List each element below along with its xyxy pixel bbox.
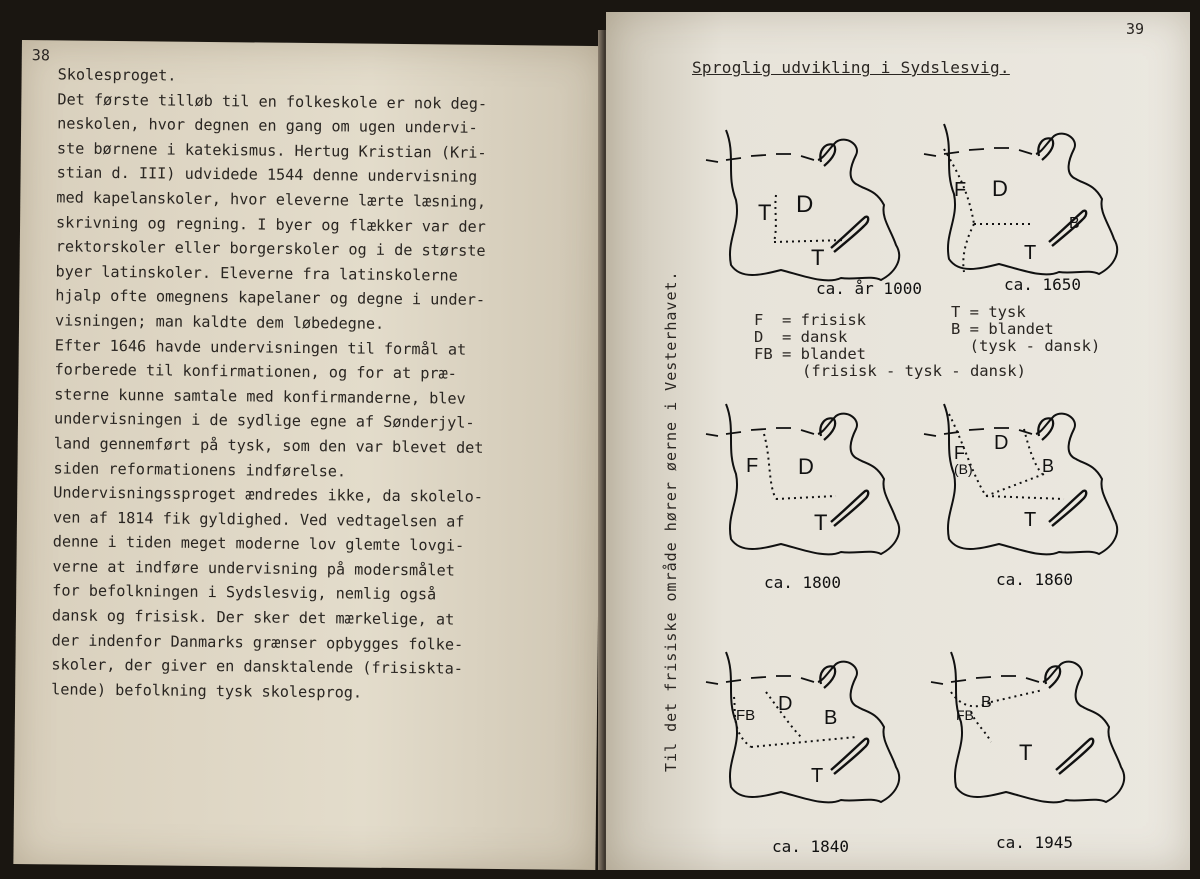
map-label: D <box>798 454 814 479</box>
text-line: skoler, der giver en dansktalende (frisiskta- <box>51 655 464 678</box>
page-number-left: 38 <box>31 46 50 65</box>
map-label: B <box>824 707 838 729</box>
legend-right <box>951 304 1100 355</box>
left-page <box>13 40 604 870</box>
text-line: visningen; man kaldte dem løbedegne. <box>54 311 385 333</box>
map-label: F <box>746 455 759 477</box>
text-line: der indenfor Danmarks grænser opbygges folke- <box>51 631 464 654</box>
text-line: skrivning og regning. I byer og flækker var der <box>56 212 486 236</box>
map-label: D <box>796 191 814 218</box>
text-line: Det første tilløb til en folkeskole er nok deg- <box>57 89 488 113</box>
text-line: verne at indføre undervisning på modersmålet <box>52 557 455 580</box>
map-label: F <box>954 443 965 463</box>
map-label: T <box>1024 509 1037 531</box>
text-line: dansk og frisisk. Der sker det mærkelige, at <box>51 606 455 629</box>
text-line: hjalp ofte omegnens kapelaner og degne i under- <box>55 286 486 310</box>
map-year-1860 <box>924 404 1117 554</box>
map-year-1650 <box>924 124 1117 274</box>
map-label: D <box>994 432 1009 454</box>
right-page <box>606 12 1190 870</box>
map-label: T <box>758 200 772 225</box>
left-page-text <box>51 62 578 707</box>
text-line: denne i tiden meget moderne lov glemte lovgi- <box>52 532 465 555</box>
text-line: med kapelanskoler, hvor eleverne lærte læsning, <box>56 188 487 211</box>
text-line: stian d. III) udvidede 1544 denne undervisning <box>56 163 478 187</box>
map-label: B <box>1042 456 1055 476</box>
text-line: forberede til konfirmationen, og for at præ- <box>54 360 457 383</box>
map-caption: ca. 1840 <box>772 837 850 856</box>
text-line: lende) befolkning tysk skolesprog. <box>51 680 363 702</box>
map-caption: ca. år 1000 <box>816 279 922 298</box>
text-line: siden reformationens indførelse. <box>53 458 347 480</box>
map-label: B <box>981 694 992 711</box>
map-caption: ca. 1800 <box>764 573 842 592</box>
legend-item: D = dansk <box>754 328 848 346</box>
map-label: T <box>1019 740 1033 765</box>
legend-item: (tysk - dansk) <box>951 337 1101 355</box>
map-label: T <box>811 245 825 270</box>
text-line: for befolkningen i Sydslesvig, nemlig også <box>52 581 437 604</box>
text-line: land gennemført på tysk, som den var blevet det <box>53 434 484 457</box>
legend-left <box>754 312 866 363</box>
legend-note: (frisisk - tysk - dansk) <box>802 362 1026 380</box>
legend-item: FB = blandet <box>754 345 866 363</box>
text-line: neskolen, hvor degnen en gang om ugen undervi- <box>57 114 478 137</box>
map-year-1840 <box>706 652 899 802</box>
map-label: B <box>1069 215 1080 232</box>
text-line: undervisningen i de sydlige egne af Sønderjyl- <box>53 409 475 433</box>
language-maps <box>606 12 1190 870</box>
text-line: ven af 1814 fik gyldighed. Ved vedtagelsen af <box>52 508 465 531</box>
legend-item: B = blandet <box>951 320 1054 338</box>
text-line: byer latinskoler. Eleverne fra latinskolerne <box>55 262 458 285</box>
map-label: (B) <box>954 461 973 477</box>
text-line: ste børnene i katekismus. Hertug Kristian (Kri- <box>56 139 487 162</box>
page-number-right: 39 <box>1125 20 1144 38</box>
section-heading: Skolesproget. <box>57 65 177 85</box>
text-line: Undervisningssproget ændredes ikke, da skolelo- <box>53 483 484 506</box>
page-title: Sproglig udvikling i Sydslesvig. <box>692 58 1010 77</box>
map-label: F <box>954 179 967 201</box>
map-label: FB <box>956 707 974 723</box>
map-label: FB <box>736 707 756 724</box>
vertical-note: Til det frisiske område hører øerne i Vesterhavet. <box>662 270 680 772</box>
text-line: sterne kunne samtale med konfirmanderne, blev <box>54 385 466 408</box>
legend-item: T = tysk <box>951 303 1026 321</box>
map-label: D <box>778 693 793 715</box>
text-line: Efter 1646 havde undervisningen til formål at <box>54 335 467 359</box>
map-caption: ca. 1650 <box>1004 275 1082 294</box>
map-caption: ca. 1860 <box>996 570 1074 589</box>
map-year-1945 <box>931 652 1124 802</box>
text-line: rektorskoler eller borgerskoler og i de største <box>55 237 486 261</box>
legend-item: F = frisisk <box>754 311 866 329</box>
map-year-1000 <box>706 130 899 280</box>
map-label: T <box>811 765 824 787</box>
map-label: D <box>992 176 1008 201</box>
map-label: T <box>814 510 828 535</box>
map-label: T <box>1024 242 1037 264</box>
map-year-1800 <box>706 404 899 554</box>
map-caption: ca. 1945 <box>996 833 1074 852</box>
